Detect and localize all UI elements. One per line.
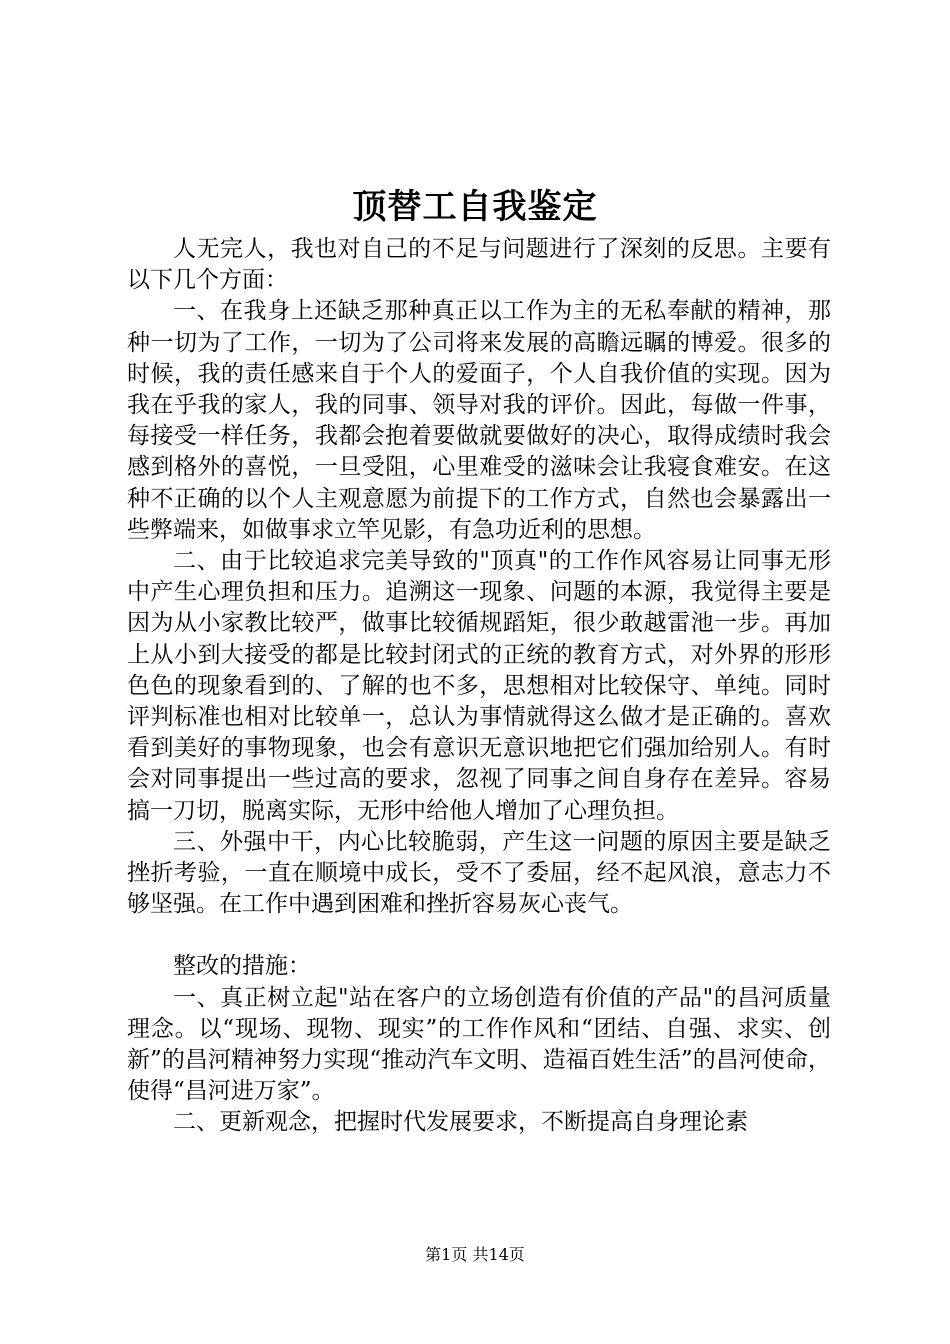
document-body <box>127 234 831 1139</box>
paragraph-intro: 人无完人，我也对自己的不足与问题进行了深刻的反思。主要有以下几个方面： <box>127 236 831 294</box>
paragraph-point-2: 二、由于比较追求完美导致的"顶真"的工作作风容易让同事无形中产生心理负担和压力。追溯这一现象、问题的本源，我觉得主要是因为从小家教比较严，做事比较循规蹈矩，很少敢越雷池一步。再加上从小到大接受的都是比较封闭式的正统的教育方式，对外界的形形色色的现象看到的、了解的也不多，思想相对比较保守、单纯。同时评判标准也相对比较单一，总认为事情就得这么做才是正确的。喜欢看到美好的事物现象，也会有意识无意识地把它们强加给别人。有时会对同事提出一些过高的要求，忽视了同事之间自身存在差异。容易搞一刀切，脱离实际，无形中给他人增加了心理负担。 <box>127 548 831 824</box>
paragraph-point-1: 一、在我身上还缺乏那种真正以工作为主的无私奉献的精神，那种一切为了工作，一切为了公司将来发展的高瞻远瞩的博爱。很多的时候，我的责任感来自于个人的爱面子，个人自我价值的实现。因为我在乎我的家人，我的同事、领导对我的评价。因此，每做一件事，每接受一样任务，我都会抱着要做就要做好的决心，取得成绩时我会感到格外的喜悦，一旦受阻，心里难受的滋味会让我寝食难安。在这种不正确的以个人主观意愿为前提下的工作方式，自然也会暴露出一些弊端来，如做事求立竿见影，有急功近利的思想。 <box>127 298 831 543</box>
paragraph-measure-1: 一、真正树立起"站在客户的立场创造有价值的产品"的昌河质量理念。以“现场、现物、现实”的工作作风和“团结、自强、求实、创新”的昌河精神努力实现“推动汽车文明、造福百姓生活”的昌河使命，使得“昌河进万家”。 <box>127 984 831 1105</box>
document-title: 顶替工自我鉴定 <box>352 187 598 227</box>
page-number-footer: 第1页 共14页 <box>425 1245 525 1264</box>
paragraph-measure-2: 二、更新观念，把握时代发展要求，不断提高自身理论素 <box>173 1109 748 1136</box>
section-heading-measures: 整改的措施： <box>173 953 311 980</box>
paragraph-point-3: 三、外强中干，内心比较脆弱，产生这一问题的原因主要是缺乏挫折考验，一直在顺境中成长，受不了委屈，经不起风浪，意志力不够坚强。在工作中遇到困难和挫折容易灰心丧气。 <box>127 828 831 918</box>
